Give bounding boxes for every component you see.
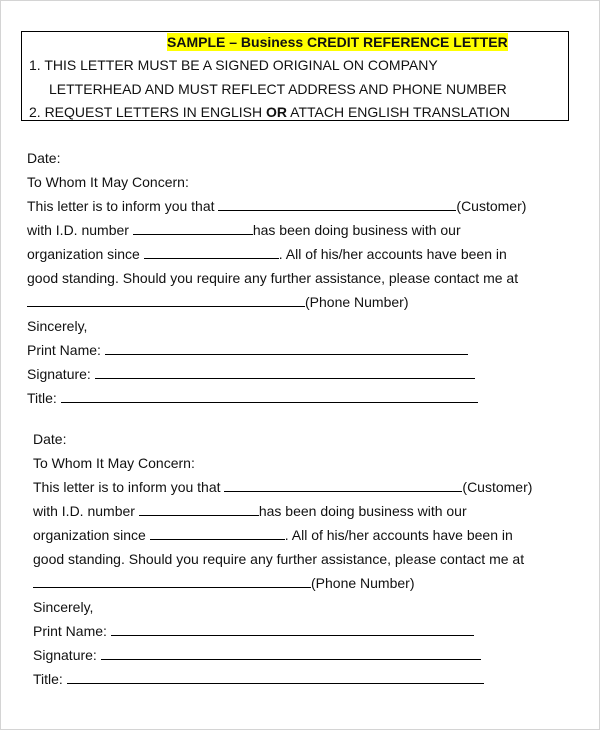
letter-template-1 [27,148,526,412]
customer-blank[interactable] [224,477,462,492]
signature-label: Signature: [27,366,95,382]
phone-line [27,292,526,316]
title-label: Title: [33,671,67,687]
id-blank[interactable] [139,501,259,516]
print-name-label: Print Name: [33,623,111,639]
instruction-1: 1. THIS LETTER MUST BE A SIGNED ORIGINAL ON COMPANY [29,57,438,73]
phone-line [33,573,532,597]
phone-blank[interactable] [33,573,311,588]
instructions-box [21,31,569,121]
since-blank[interactable] [144,244,279,259]
phone-label: (Phone Number) [305,294,409,310]
print-name-line [33,621,532,645]
phone-label: (Phone Number) [311,575,415,591]
date-line: Date: [27,150,61,166]
accounts-text: . All of his/her accounts have been in [284,527,513,543]
customer-label: (Customer) [462,479,533,495]
signature-line [27,364,526,388]
title-line [27,388,526,412]
document-title: SAMPLE – Business CREDIT REFERENCE LETTER [167,34,508,50]
customer-line [33,477,532,501]
instruction-2-post: ATTACH ENGLISH TRANSLATION [287,104,511,120]
print-name-label: Print Name: [27,342,105,358]
phone-blank[interactable] [27,292,305,307]
standing-line: good standing. Should you require any further assistance, please contact me at [33,551,525,567]
since-line [33,525,532,549]
signature-blank[interactable] [101,645,481,660]
sincerely: Sincerely, [33,599,94,615]
title-label: Title: [27,390,61,406]
since-label: organization since [27,246,144,262]
letter-template-2 [33,429,532,693]
since-label: organization since [33,527,150,543]
customer-label: (Customer) [456,198,527,214]
id-label: with I.D. number [27,222,133,238]
customer-line [27,196,526,220]
title-line [33,669,532,693]
business-text: has been doing business with our [258,503,467,519]
customer-blank[interactable] [218,196,456,211]
instruction-2-pre: 2. REQUEST LETTERS IN ENGLISH [29,104,267,120]
since-blank[interactable] [150,525,285,540]
id-line [27,220,526,244]
signature-blank[interactable] [95,364,475,379]
instruction-2-bold: OR [266,104,288,120]
date-line: Date: [33,431,67,447]
business-text: has been doing business with our [252,222,461,238]
instruction-2 [29,103,510,121]
print-name-blank[interactable] [105,340,468,355]
sincerely: Sincerely, [27,318,88,334]
print-name-line [27,340,526,364]
salutation: To Whom It May Concern: [33,455,195,471]
standing-line: good standing. Should you require any further assistance, please contact me at [27,270,519,286]
instruction-1-cont: LETTERHEAD AND MUST REFLECT ADDRESS AND PHONE NUMBER [49,81,507,97]
accounts-text: . All of his/her accounts have been in [278,246,507,262]
since-line [27,244,526,268]
id-label: with I.D. number [33,503,139,519]
signature-label: Signature: [33,647,101,663]
title-blank[interactable] [61,388,478,403]
inform-text: This letter is to inform you that [33,479,225,495]
id-line [33,501,532,525]
salutation: To Whom It May Concern: [27,174,189,190]
print-name-blank[interactable] [111,621,474,636]
signature-line [33,645,532,669]
id-blank[interactable] [133,220,253,235]
inform-text: This letter is to inform you that [27,198,219,214]
title-blank[interactable] [67,669,484,684]
